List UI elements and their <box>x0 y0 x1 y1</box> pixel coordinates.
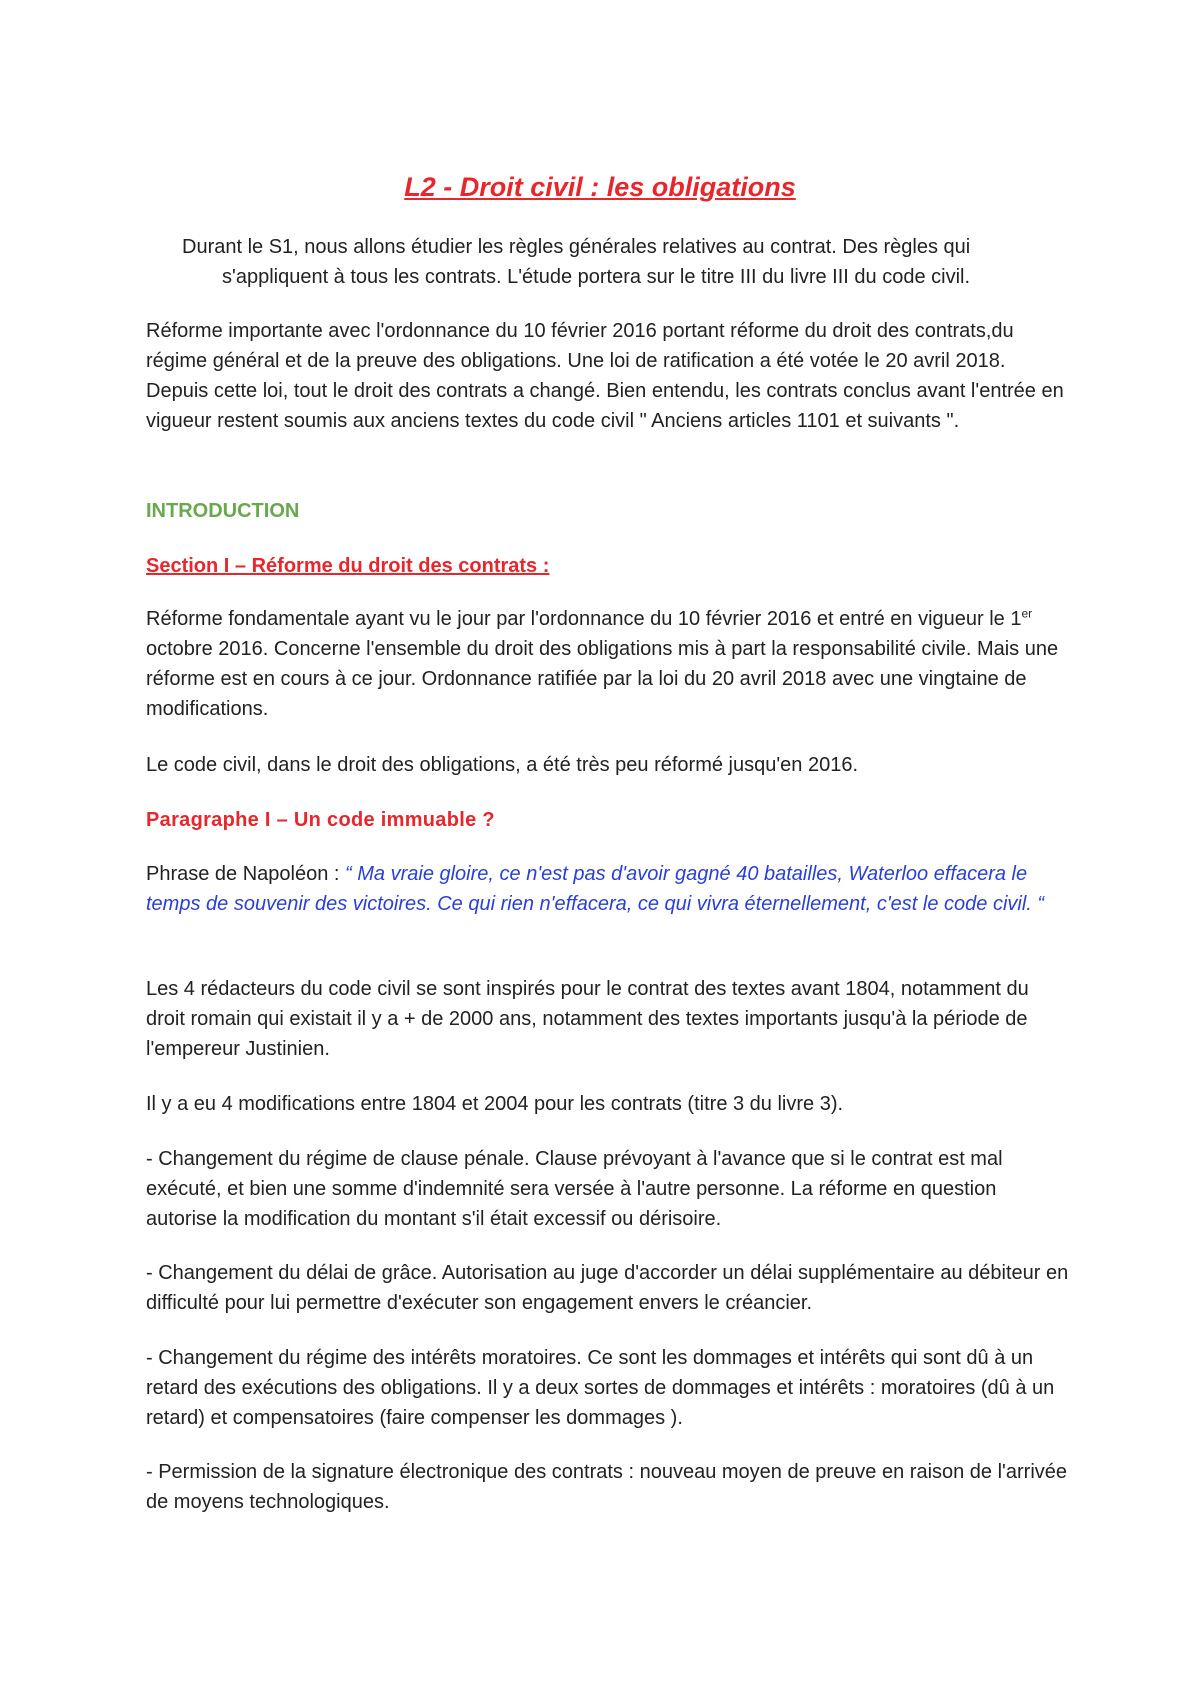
bullet-interets-moratoires: - Changement du régime des intérêts moratoires. Ce sont les dommages et intérêts qui sont dû à un retard des exécutions des obligations. Il y a deux sortes de dommages et intérêts : moratoires (dû à un retard) et compensatoires (faire compenser les dommages ). <box>146 1347 1055 1429</box>
bullet-clause-penale: - Changement du régime de clause pénale. Clause prévoyant à l'avance que si le contrat est mal exécuté, et bien une somme d'indemnité sera versée à l'autre personne. La réforme en question autorise la modification du montant s'il était excessif ou dérisoire. <box>146 1148 1003 1230</box>
document-title: L2 - Droit civil : les obligations <box>404 172 796 202</box>
introduction-heading: INTRODUCTION <box>146 500 300 522</box>
napoleon-paragraph <box>146 859 1071 919</box>
redacteurs-paragraph: Les 4 rédacteurs du code civil se sont inspirés pour le contrat des textes avant 1804, notamment du droit romain qui existait il y a + de 2000 ans, notamment des textes importants jusqu'à la période de l'empereur Justinien. <box>146 978 1029 1060</box>
intro-line-1: Durant le S1, nous allons étudier les règles générales relatives au contrat. Des règles qui <box>182 236 971 258</box>
section-1-heading: Section I – Réforme du droit des contrats : <box>146 555 550 577</box>
intro-line-2: s'appliquent à tous les contrats. L'étude portera sur le titre III du livre III du code civil. <box>222 266 971 288</box>
section-1-paragraph <box>146 604 1071 724</box>
intro-paragraph <box>182 232 1062 292</box>
napoleon-prefix: Phrase de Napoléon : <box>146 863 346 885</box>
paragraph-1-heading: Paragraphe I – Un code immuable ? <box>146 809 495 831</box>
code-paragraph: Le code civil, dans le droit des obligations, a été très peu réformé jusqu'en 2016. <box>146 754 859 776</box>
superscript-er: er <box>1021 606 1033 621</box>
reforme-paragraph: Réforme importante avec l'ordonnance du 10 février 2016 portant réforme du droit des contrats,du régime général et de la preuve des obligations. Une loi de ratification a été votée le 20 avril 2018. Depuis cette loi, tout le droit des contrats a changé. Bien entendu, les contrats conclus avant l'entrée en vigueur restent soumis aux anciens textes du code civil " Anciens articles 1101 et suivants ". <box>146 320 1064 432</box>
section-1-text-a: Réforme fondamentale ayant vu le jour par l'ordonnance du 10 février 2016 et entré en vigueur le 1 <box>146 608 1022 630</box>
section-1-text-b: octobre 2016. Concerne l'ensemble du droit des obligations mis à part la responsabilité civile. Mais une réforme est en cours à ce jour. Ordonnance ratifiée par la loi du 20 avril 2018 avec une vingtaine de modifications. <box>146 638 1059 720</box>
bullet-delai-grace: - Changement du délai de grâce. Autorisation au juge d'accorder un délai supplémentaire au débiteur en difficulté pour lui permettre d'exécuter son engagement envers le créancier. <box>146 1262 1069 1314</box>
napoleon-quote: “ Ma vraie gloire, ce n'est pas d'avoir gagné 40 batailles, Waterloo effacera le temps de souvenir des victoires. Ce qui rien n'effacera, ce qui vivra éternellement, c'est le code civil. “ <box>146 863 1045 915</box>
bullet-signature-electronique: - Permission de la signature électronique des contrats : nouveau moyen de preuve en raison de l'arrivée de moyens technologiques. <box>146 1461 1068 1513</box>
modifications-paragraph: Il y a eu 4 modifications entre 1804 et 2004 pour les contrats (titre 3 du livre 3). <box>146 1093 844 1115</box>
